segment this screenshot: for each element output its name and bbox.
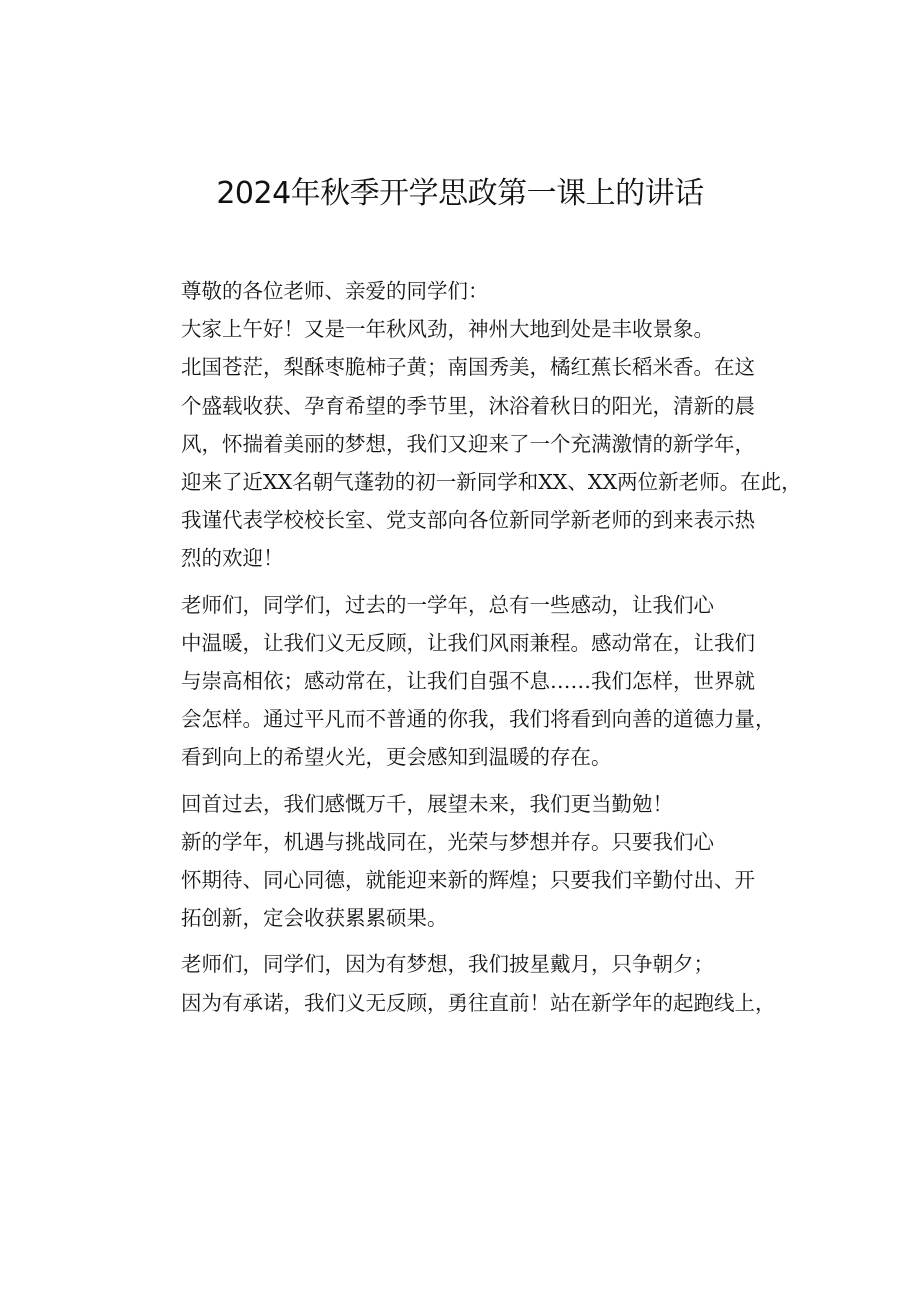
- text-line: 回首过去，我们感慨万千，展望未来，我们更当勤勉！: [181, 791, 673, 816]
- text-line: 老师们，同学们，过去的一学年，总有一些感动，让我们心: [181, 592, 714, 617]
- text-line: 会怎样。通过平凡而不普通的你我，我们将看到向善的道德力量，: [181, 707, 776, 732]
- paragraph-new-year: [136, 823, 796, 938]
- text-line: 看到向上的希望火光，更会感知到温暖的存在。: [181, 745, 612, 770]
- paragraph-opening: [136, 310, 802, 577]
- text-line: 拓创新，定会收获累累硕果。: [181, 906, 448, 931]
- text-line: 老师们，同学们，因为有梦想，我们披星戴月，只争朝夕；: [181, 952, 714, 977]
- paragraph-dreams: [136, 945, 796, 1021]
- paragraph-past-year: [136, 586, 796, 777]
- text-line: 风，怀揣着美丽的梦想，我们又迎来了一个充满激情的新学年，: [181, 431, 755, 456]
- text-line: 我谨代表学校校长室、党支部向各位新同学新老师的到来表示热: [181, 508, 755, 533]
- text-line: 与崇高相依；感动常在，让我们自强不息……我们怎样，世界就: [181, 669, 755, 694]
- text-line: 尊敬的各位老师、亲爱的同学们：: [181, 279, 489, 303]
- text-line: 因为有承诺，我们义无反顾，勇往直前！站在新学年的起跑线上，: [181, 990, 776, 1015]
- document-title: 2024年秋季开学思政第一课上的讲话: [216, 176, 704, 211]
- document-body: [136, 272, 802, 1022]
- text-line: 烈的欢迎！: [181, 546, 284, 571]
- text-line: 迎来了近XX名朝气蓬勃的初一新同学和XX、XX两位新老师。在此，: [181, 470, 802, 495]
- paragraph-reflection: [136, 785, 796, 823]
- text-line: 怀期待、同心同德，就能迎来新的辉煌；只要我们辛勤付出、开: [181, 868, 755, 893]
- text-line: 新的学年，机遇与挑战同在，光荣与梦想并存。只要我们心: [181, 829, 714, 854]
- paragraph-greeting: [136, 272, 796, 310]
- text-line: 大家上午好！又是一年秋风劲，神州大地到处是丰收景象。: [181, 317, 714, 342]
- text-line: 北国苍茫，梨酥枣脆柿子黄；南国秀美，橘红蕉长稻米香。在这: [181, 355, 755, 380]
- text-line: 中温暖，让我们义无反顾，让我们风雨兼程。感动常在，让我们: [181, 630, 755, 655]
- text-line: 个盛载收获、孕育希望的季节里，沐浴着秋日的阳光，清新的晨: [181, 393, 755, 418]
